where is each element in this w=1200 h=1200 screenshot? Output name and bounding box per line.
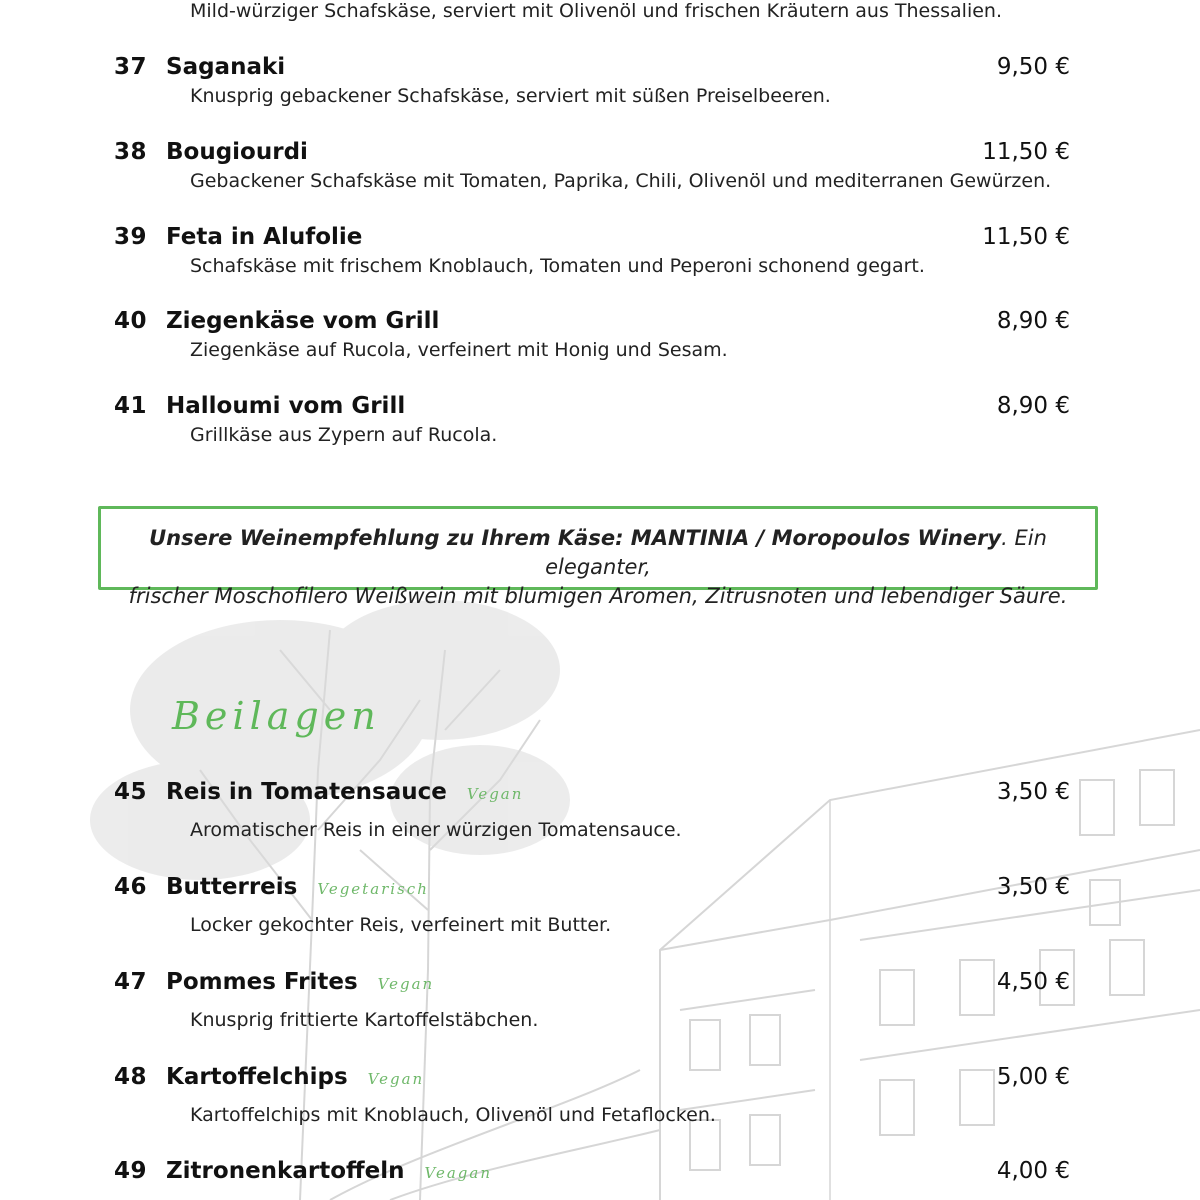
wine-text-line1: . Ein eleganter, — [545, 526, 1047, 579]
item-name-text: Zitronenkartoffeln — [166, 1158, 405, 1184]
item-number: 40 — [114, 308, 148, 334]
item-description: Aromatischer Reis in einer würzigen Tomatensauce. — [190, 819, 682, 841]
item-description: Grillkäse aus Zypern auf Rucola. — [190, 424, 498, 446]
wine-recommendation-box — [98, 506, 1098, 608]
item-description: Knusprig gebackener Schafskäse, serviert mit süßen Preiselbeeren. — [190, 85, 831, 107]
item-price: 4,00 € — [996, 1158, 1070, 1184]
item-name: Saganaki — [166, 54, 286, 80]
item-name: Feta in Alufolie — [166, 224, 363, 250]
item-description: Gebackener Schafskäse mit Tomaten, Paprika, Chili, Olivenöl und mediterranen Gewürzen. — [190, 170, 1052, 192]
item-number: 47 — [114, 969, 148, 995]
item-price: 3,50 € — [996, 874, 1070, 900]
item-name: Halloumi vom Grill — [166, 393, 406, 419]
item-description: Kartoffelchips mit Knoblauch, Olivenöl und Fetaflocken. — [190, 1104, 716, 1126]
item-name — [166, 969, 434, 995]
item-number: 38 — [114, 139, 148, 165]
item-name-text: Reis in Tomatensauce — [166, 779, 447, 805]
diet-tag: Vegan — [466, 785, 524, 803]
item-price: 11,50 € — [982, 139, 1070, 165]
item-description: Knusprig frittierte Kartoffelstäbchen. — [190, 1009, 539, 1031]
item-price: 5,00 € — [996, 1064, 1070, 1090]
item-number: 45 — [114, 779, 148, 805]
wine-lead: Unsere Weinempfehlung zu Ihrem Käse: MANTINIA / Moropoulos Winery — [149, 526, 1002, 550]
diet-tag: Vegan — [377, 975, 435, 993]
item-number: 39 — [114, 224, 148, 250]
item-number: 37 — [114, 54, 148, 80]
item-description: Ziegenkäse auf Rucola, verfeinert mit Honig und Sesam. — [190, 339, 728, 361]
section-heading: Beilagen — [172, 694, 381, 738]
item-price: 8,90 € — [996, 393, 1070, 419]
intro-description: Mild-würziger Schafskäse, serviert mit Olivenöl und frischen Kräutern aus Thessalien. — [190, 0, 1002, 22]
diet-tag: Vegan — [367, 1070, 425, 1088]
item-name: Bougiourdi — [166, 139, 308, 165]
item-price: 4,50 € — [996, 969, 1070, 995]
wine-text-line2: frischer Moschofilero Weißwein mit blumigen Aromen, Zitrusnoten und lebendiger Säure. — [128, 584, 1068, 608]
item-number: 48 — [114, 1064, 148, 1090]
item-name-text: Kartoffelchips — [166, 1064, 348, 1090]
item-name — [166, 1064, 424, 1090]
item-name-text: Pommes Frites — [166, 969, 358, 995]
item-name-text: Butterreis — [166, 874, 298, 900]
item-name: Ziegenkäse vom Grill — [166, 308, 440, 334]
item-price: 9,50 € — [996, 54, 1070, 80]
item-name — [166, 1158, 492, 1184]
item-name — [166, 779, 523, 805]
item-number: 46 — [114, 874, 148, 900]
diet-tag: Veagan — [424, 1164, 492, 1182]
item-number: 41 — [114, 393, 148, 419]
item-description: Schafskäse mit frischem Knoblauch, Tomaten und Peperoni schonend gegart. — [190, 255, 925, 277]
item-price: 8,90 € — [996, 308, 1070, 334]
item-price: 11,50 € — [982, 224, 1070, 250]
diet-tag: Vegetarisch — [317, 880, 429, 898]
item-number: 49 — [114, 1158, 148, 1184]
item-name — [166, 874, 429, 900]
item-price: 3,50 € — [996, 779, 1070, 805]
item-description: Locker gekochter Reis, verfeinert mit Butter. — [190, 914, 612, 936]
wine-recommendation-text — [101, 524, 1095, 611]
